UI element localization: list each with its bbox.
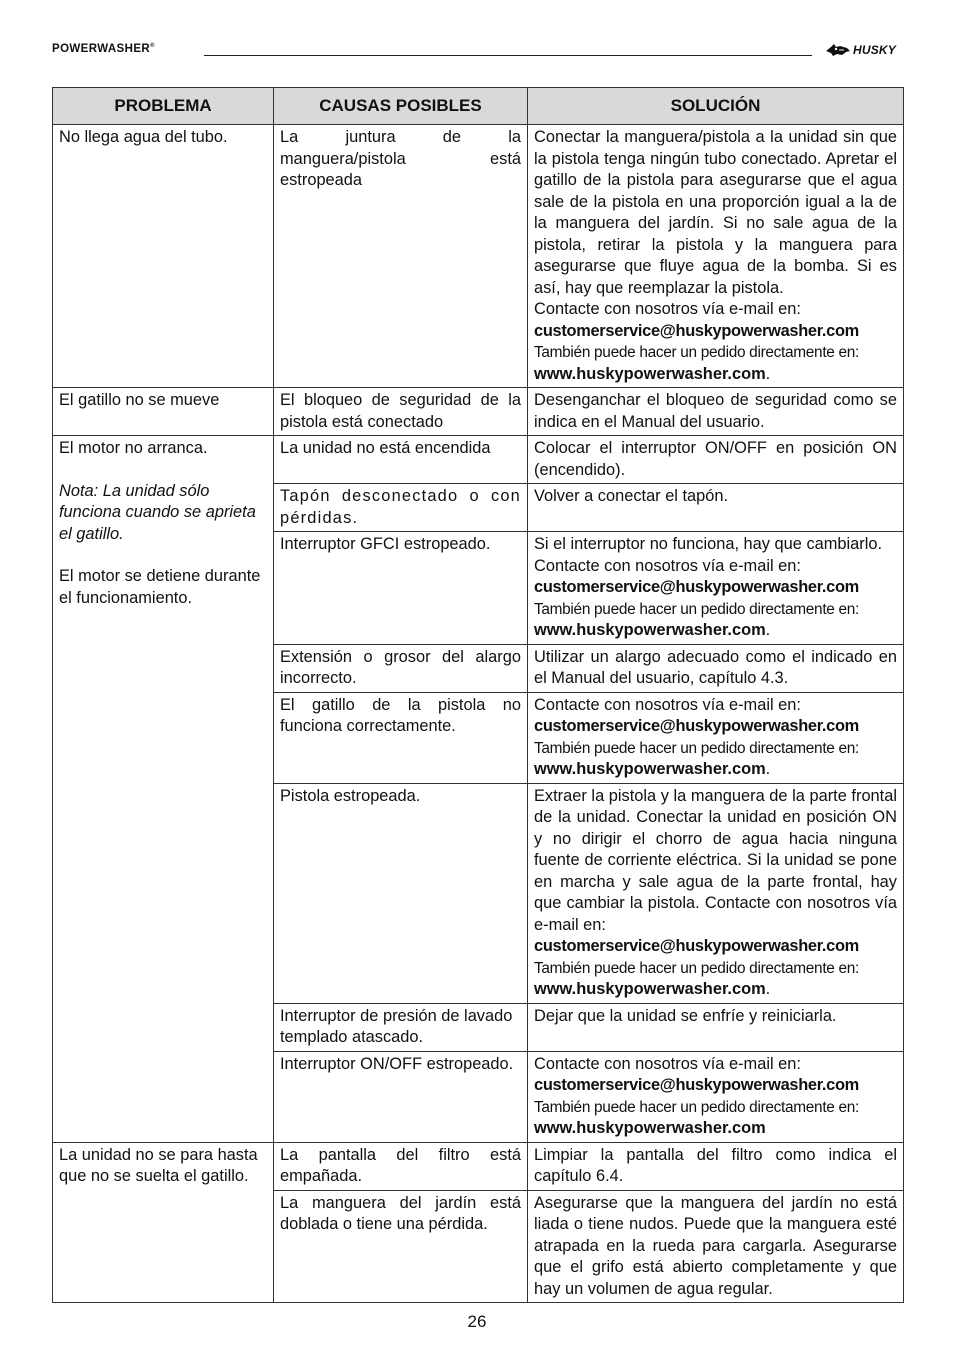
solution-cell: Colocar el interruptor ON/OFF en posición ON (encendido). [528, 436, 904, 484]
contact-email: customerservice@huskypowerwasher.com [534, 717, 859, 735]
table-header-row [53, 88, 904, 125]
cause-cell: El gatillo de la pistola no funciona correctamente. [274, 692, 528, 783]
website-link: www.huskypowerwasher.com [534, 980, 766, 998]
contact-email: customerservice@huskypowerwasher.com [534, 1076, 859, 1094]
solution-cell: Conectar la manguera/pistola a la unidad sin que la pistola tenga ningún tubo conectado. Apretar el gatillo de la pistola para asegurarse que el agua sale de la pistola en una proporción igual a la de la manguera del jardín. Si no sale agua de la pistola, retirar la pistola y la manguera para asegurarse que fluye agua de la bomba. Si es así, hay que reemplazar la pistola. Contacte con nosotros vía e-mail en: customerservice@huskypowerwasher.com También puede hacer un pedido directamente en: www.huskypowerwasher.com. [528, 125, 904, 388]
page-number: 26 [467, 1312, 487, 1331]
problem-cell: El gatillo no se mueve [53, 388, 274, 436]
contact-intro: Contacte con nosotros vía e-mail en: [534, 1054, 801, 1073]
husky-dog-icon [825, 43, 851, 57]
contact-intro: Contacte con nosotros vía e-mail en: [534, 300, 801, 318]
contact-email: customerservice@huskypowerwasher.com [534, 321, 859, 340]
cause-cell: La unidad no está encendida [274, 436, 528, 484]
table-row [53, 125, 904, 388]
website-link: www.huskypowerwasher.com [534, 621, 766, 639]
solution-cell: Si el interruptor no funciona, hay que cambiarlo. Contacte con nosotros vía e-mail en: customerservice@huskypowerwasher.com También puede hacer un pedido directamente en: www.huskypowerwasher.com. [528, 532, 904, 645]
order-text: También puede hacer un pedido directamente en: [534, 344, 860, 361]
column-header-problema: PROBLEMA [53, 88, 274, 125]
problem-note: Nota: La unidad sólo funciona cuando se aprieta el gatillo. [59, 481, 256, 543]
cause-cell: Tapón desconectado o con pérdidas. [274, 484, 528, 532]
website-link: www.huskypowerwasher.com [534, 1119, 766, 1137]
solution-cell: Utilizar un alargo adecuado como el indicado en el Manual del usuario, capítulo 4.3. [528, 644, 904, 692]
cause-cell: Pistola estropeada. [274, 783, 528, 1003]
order-text: También puede hacer un pedido directamente en: [534, 959, 860, 977]
contact-intro: Contacte con nosotros vía e-mail en: [534, 894, 898, 934]
cause-cell: Interruptor GFCI estropeado. [274, 532, 528, 645]
column-header-causas: CAUSAS POSIBLES [274, 88, 528, 125]
order-text: También puede hacer un pedido directamente en: [534, 1098, 860, 1116]
husky-logo [825, 40, 896, 60]
contact-email: customerservice@huskypowerwasher.com [534, 578, 859, 596]
problem-cell: La unidad no se para hasta que no se suelta el gatillo. [53, 1142, 274, 1303]
problem-cell: No llega agua del tubo. [53, 125, 274, 388]
troubleshooting-table [52, 87, 904, 1303]
cause-cell: Interruptor ON/OFF estropeado. [274, 1051, 528, 1142]
logo-text: HUSKY [852, 43, 896, 57]
table-row [53, 436, 904, 484]
website-link: www.huskypowerwasher.com [534, 364, 766, 383]
solution-cell: Volver a conectar el tapón. [528, 484, 904, 532]
contact-intro: Contacte con nosotros vía e-mail en: [534, 695, 801, 714]
table-row [53, 1142, 904, 1190]
cause-cell: Interruptor de presión de lavado templado atascado. [274, 1003, 528, 1051]
solution-cell: Desenganchar el bloqueo de seguridad como se indica en el Manual del usuario. [528, 388, 904, 436]
cause-cell: La pantalla del filtro está empañada. [274, 1142, 528, 1190]
problem-text: El motor no arranca. [59, 439, 208, 457]
solution-cell: Asegurarse que la manguera del jardín no está liada o tiene nudos. Puede que la manguera esté atrapada en la rueda para cargarla. Asegurarse que el grifo está abierto completamente y que hay un volumen de agua regular. [528, 1190, 904, 1303]
problem-extra: El motor se detiene durante el funcionamiento. [59, 567, 261, 607]
header-rule [204, 55, 812, 56]
solution-text: Conectar la manguera/pistola a la unidad sin que la pistola tenga ningún tubo conectado. Apretar el gatillo de la pistola para asegurarse que el agua sale de la pistola en una proporción igual a la de la manguera del jardín. Si no sale agua de la pistola, retirar la pistola y la manguera para asegurarse que fluye agua de la bomba. Si es así, hay que reemplazar la pistola. [534, 128, 897, 297]
solution-cell: Limpiar la pantalla del filtro como indica el capítulo 6.4. [528, 1142, 904, 1190]
brand-label: POWERWASHER® [52, 43, 155, 55]
website-link: www.huskypowerwasher.com [534, 760, 766, 778]
solution-text: Extraer la pistola y la manguera de la parte frontal de la unidad. Conectar la unidad en posición ON y no dirigir el chorro de agua hacia ninguna fuente de corriente eléctrica. Si la unidad se pone en marcha y sale agua de la parte frontal, hay que cambiar la pistola. [534, 786, 897, 912]
contact-email: customerservice@huskypowerwasher.com [534, 937, 859, 955]
cause-cell: La manguera del jardín está doblada o tiene una pérdida. [274, 1190, 528, 1303]
column-header-solucion: SOLUCIÓN [528, 88, 904, 125]
solution-text: Si el interruptor no funciona, hay que cambiarlo. [534, 535, 883, 553]
order-text: También puede hacer un pedido directamente en: [534, 739, 860, 757]
order-text: También puede hacer un pedido directamente en: [534, 600, 860, 618]
page-header [52, 40, 896, 60]
table-row [53, 388, 904, 436]
problem-cell [53, 436, 274, 1143]
cause-cell: La juntura de la manguera/pistola está estropeada [274, 125, 528, 388]
solution-cell: Contacte con nosotros vía e-mail en: customerservice@huskypowerwasher.com También puede hacer un pedido directamente en: www.huskypowerwasher.com. [528, 692, 904, 783]
solution-cell: Dejar que la unidad se enfríe y reiniciarla. [528, 1003, 904, 1051]
cause-cell: El bloqueo de seguridad de la pistola está conectado [274, 388, 528, 436]
contact-intro: Contacte con nosotros vía e-mail en: [534, 556, 801, 575]
solution-cell [528, 1051, 904, 1142]
solution-cell: Extraer la pistola y la manguera de la parte frontal de la unidad. Conectar la unidad en posición ON y no dirigir el chorro de agua hacia ninguna fuente de corriente eléctrica. Si la unidad se pone en marcha y sale agua de la parte frontal, hay que cambiar la pistola. Contacte con nosotros vía e-mail en: customerservice@huskypowerwasher.com También puede hacer un pedido directamente en: www.huskypowerwasher.com. [528, 783, 904, 1003]
cause-cell: Extensión o grosor del alargo incorrecto. [274, 644, 528, 692]
